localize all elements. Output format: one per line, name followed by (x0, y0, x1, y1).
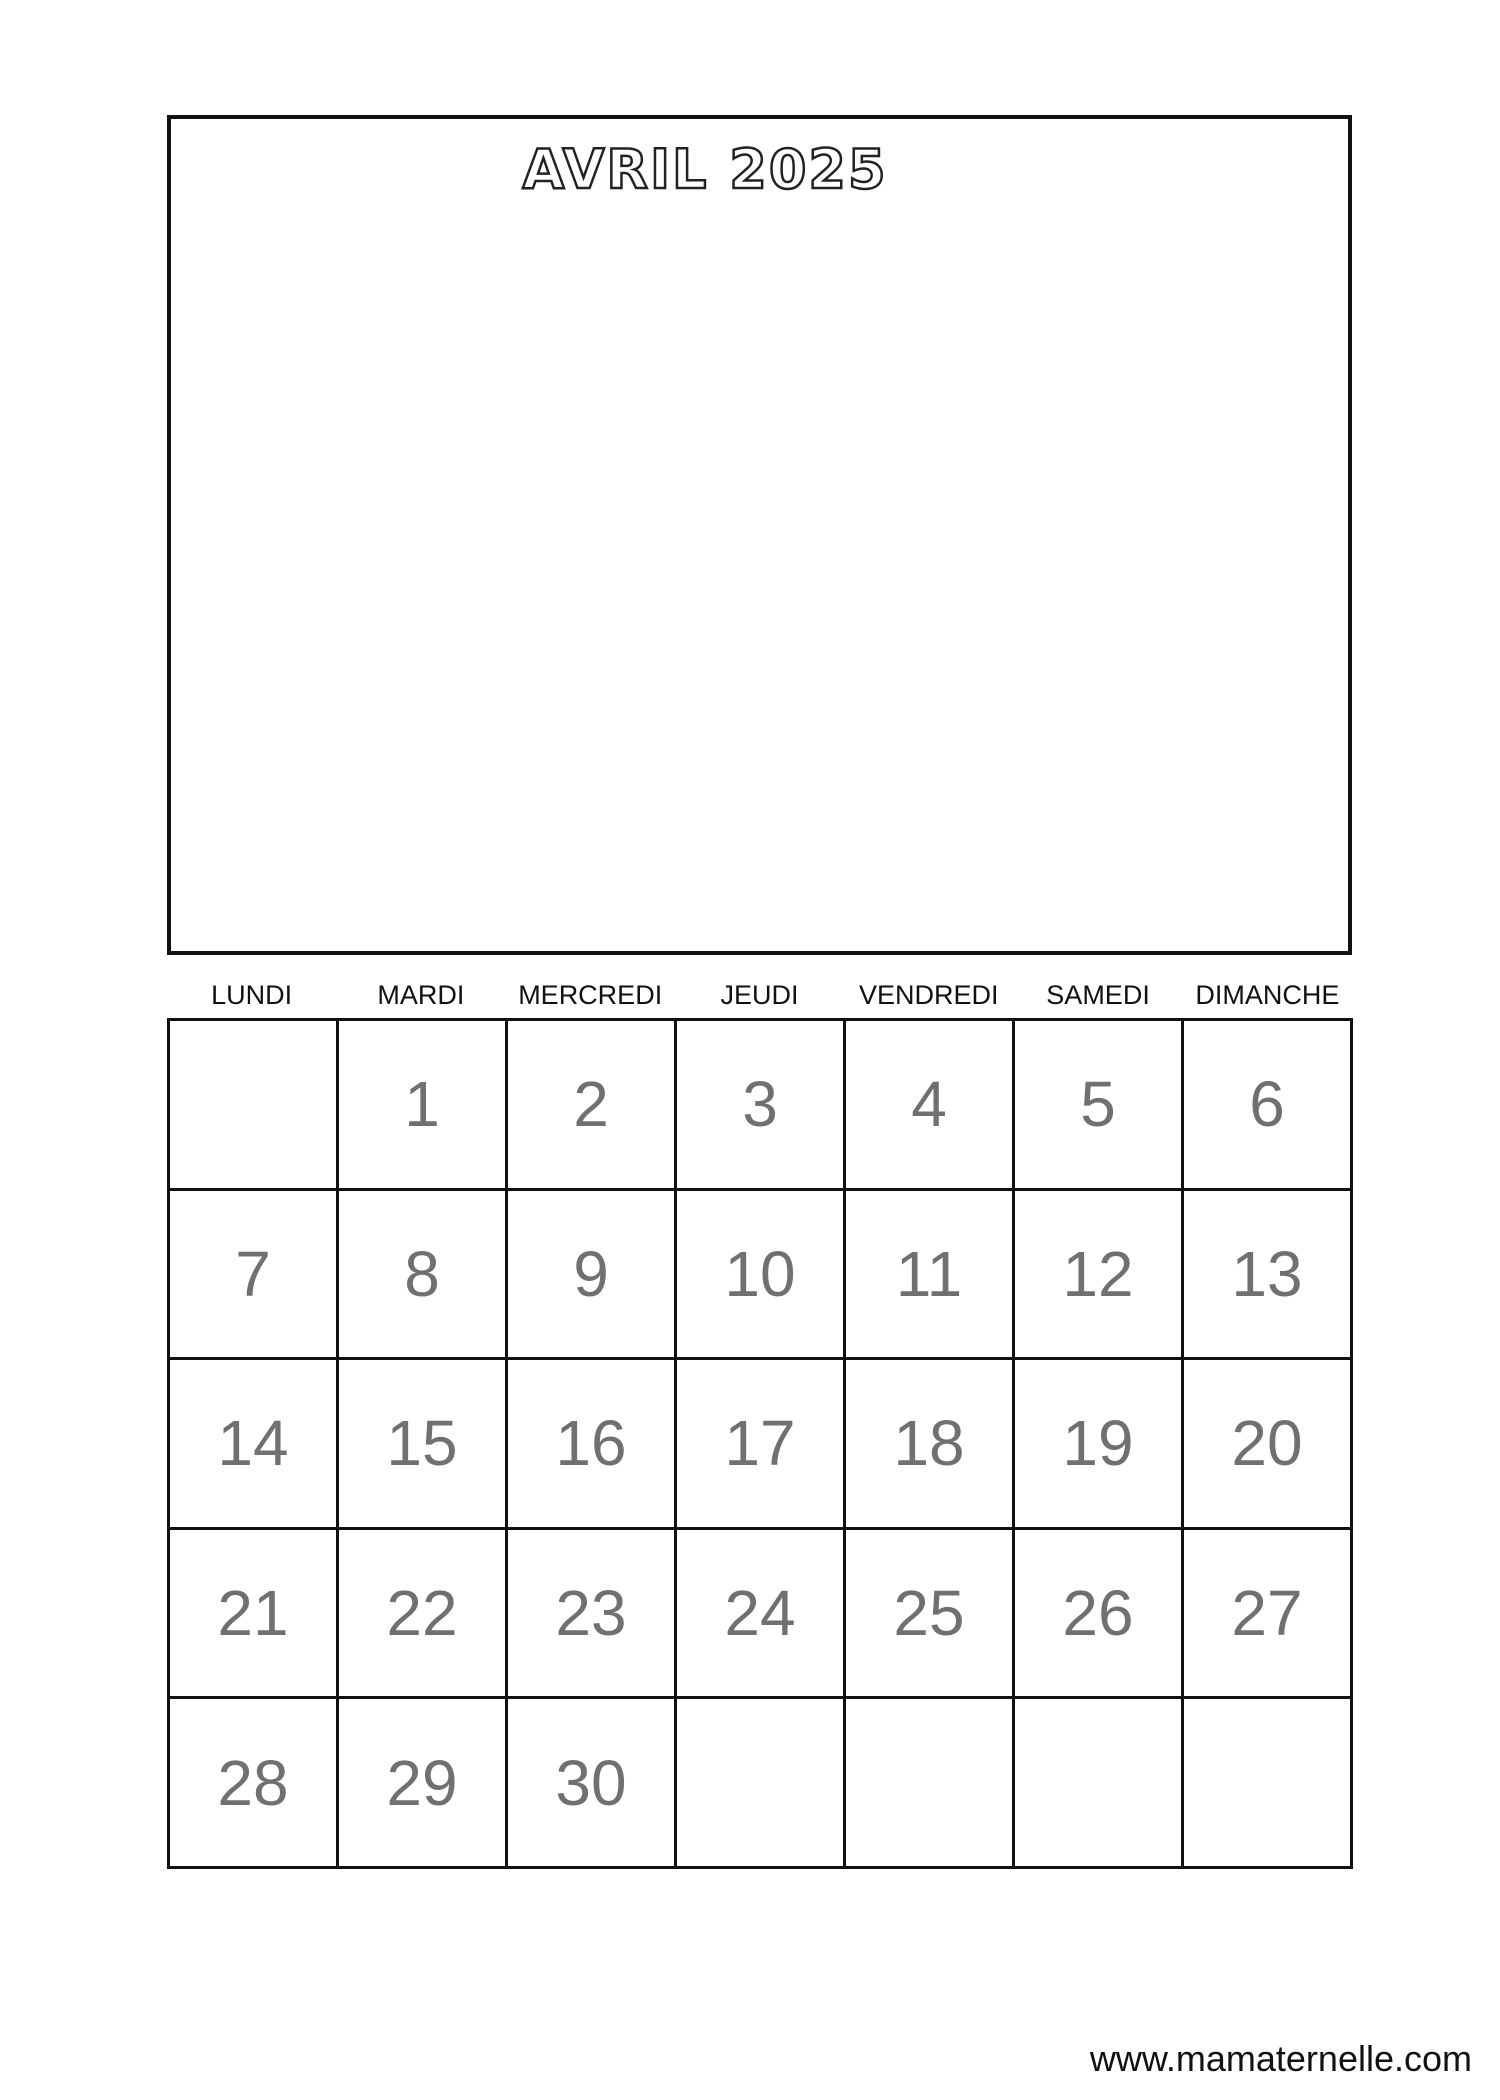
day-cell: 4 (846, 1021, 1015, 1191)
day-cell: 30 (508, 1699, 677, 1869)
calendar-grid (167, 1018, 1353, 1869)
weekday-wednesday: MERCREDI (518, 980, 663, 1010)
day-cell: 11 (846, 1191, 1015, 1361)
day-cell (677, 1699, 846, 1869)
day-cell: 24 (677, 1530, 846, 1700)
day-cell: 19 (1015, 1360, 1184, 1530)
day-cell (170, 1021, 339, 1191)
day-cell: 10 (677, 1191, 846, 1361)
day-cell: 28 (170, 1699, 339, 1869)
day-cell: 7 (170, 1191, 339, 1361)
day-cell: 21 (170, 1530, 339, 1700)
weekday-saturday: SAMEDI (1046, 980, 1150, 1010)
day-cell: 20 (1184, 1360, 1353, 1530)
weekday-sunday: DIMANCHE (1195, 980, 1340, 1010)
day-cell: 5 (1015, 1021, 1184, 1191)
day-cell: 3 (677, 1021, 846, 1191)
month-title: AVRIL 2025 (522, 138, 888, 201)
day-cell: 17 (677, 1360, 846, 1530)
drawing-frame (167, 115, 1352, 955)
day-cell: 8 (339, 1191, 508, 1361)
day-cell: 18 (846, 1360, 1015, 1530)
day-cell: 26 (1015, 1530, 1184, 1700)
day-cell: 12 (1015, 1191, 1184, 1361)
day-cell: 6 (1184, 1021, 1353, 1191)
weekday-friday: VENDREDI (859, 980, 999, 1010)
weekday-thursday: JEUDI (720, 980, 799, 1010)
day-cell: 27 (1184, 1530, 1353, 1700)
day-cell: 23 (508, 1530, 677, 1700)
weekday-tuesday: MARDI (377, 980, 465, 1010)
day-cell: 22 (339, 1530, 508, 1700)
day-cell: 29 (339, 1699, 508, 1869)
day-cell: 25 (846, 1530, 1015, 1700)
day-cell: 9 (508, 1191, 677, 1361)
day-cell: 15 (339, 1360, 508, 1530)
day-cell: 2 (508, 1021, 677, 1191)
day-cell: 14 (170, 1360, 339, 1530)
day-cell: 16 (508, 1360, 677, 1530)
day-cell: 13 (1184, 1191, 1353, 1361)
day-cell (1015, 1699, 1184, 1869)
day-cell (1184, 1699, 1353, 1869)
weekday-monday: LUNDI (211, 980, 293, 1010)
weekday-header-row (167, 978, 1352, 1012)
website-url: www.mamaternelle.com (1089, 2038, 1472, 2079)
day-cell: 1 (339, 1021, 508, 1191)
day-cell (846, 1699, 1015, 1869)
